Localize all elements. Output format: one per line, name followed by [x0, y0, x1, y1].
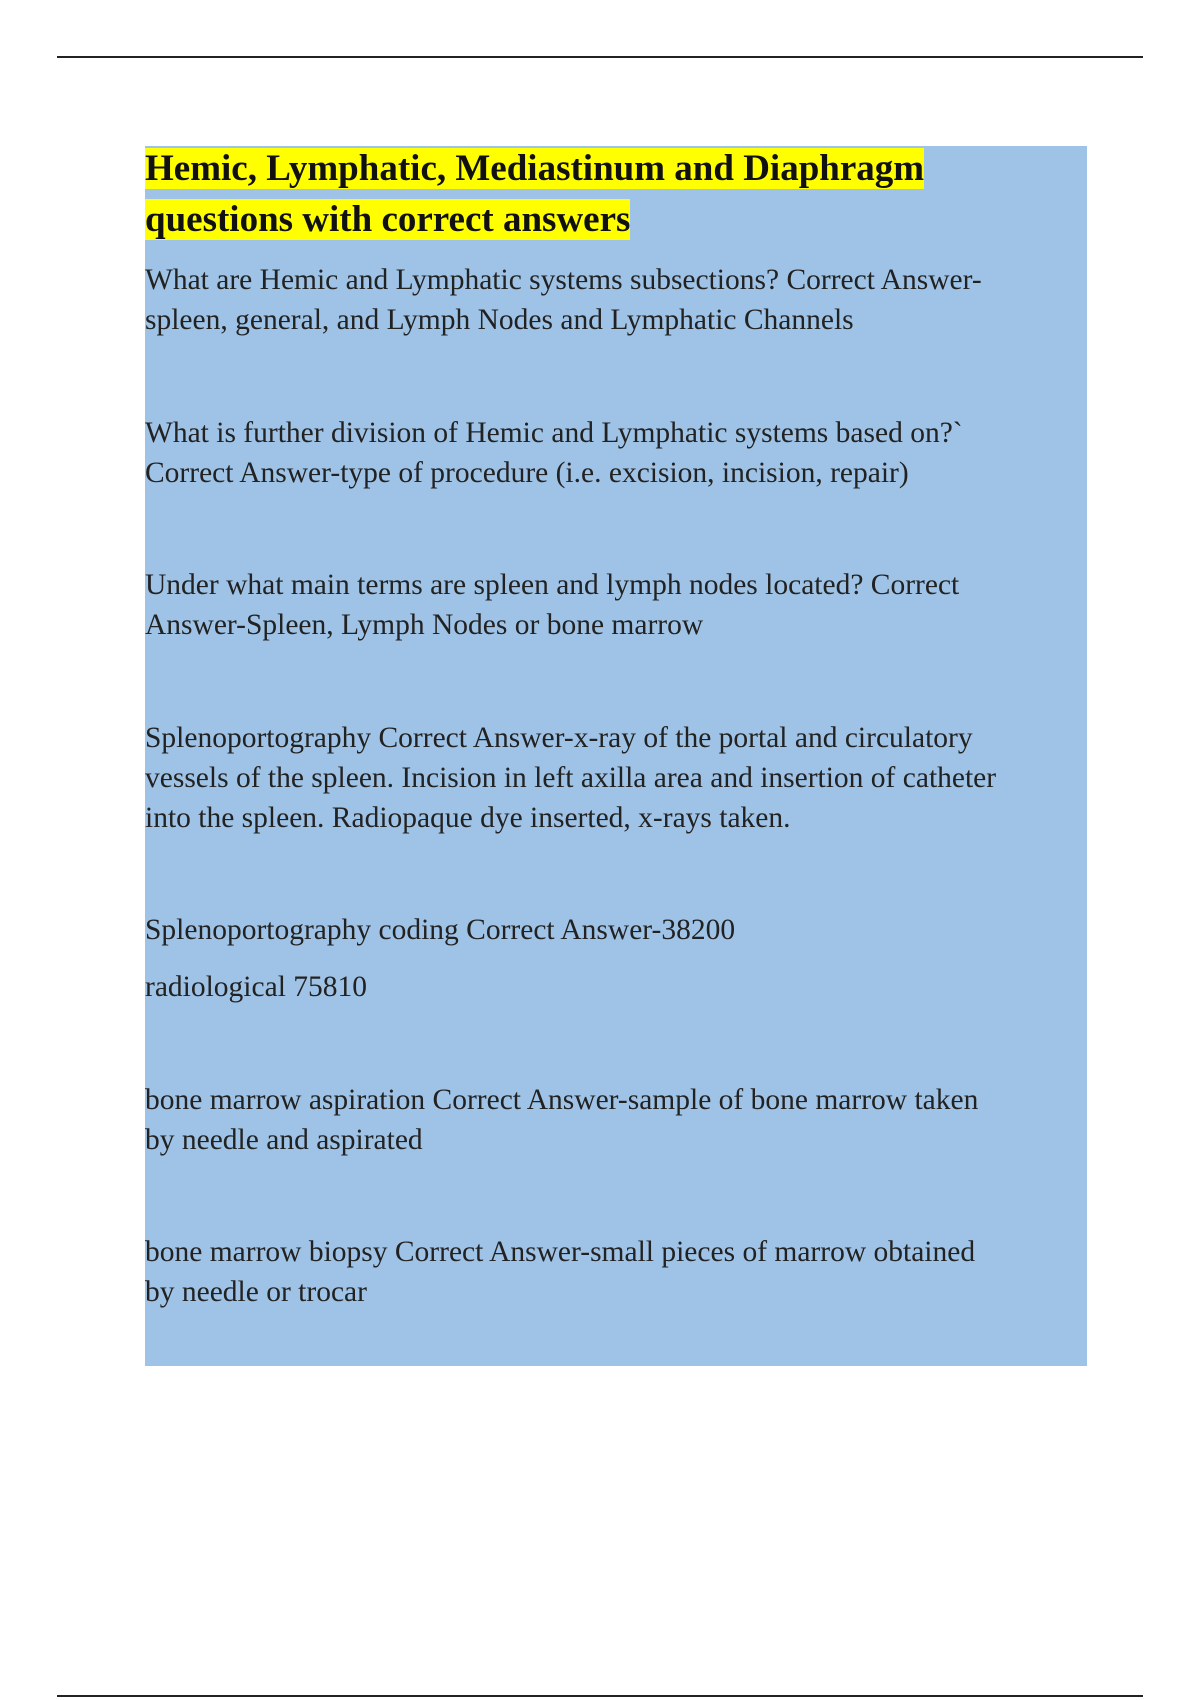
header-rule [57, 56, 1143, 58]
qa-text-line: bone marrow aspiration Correct Answer-sample of bone marrow taken [145, 1084, 979, 1116]
qa-text-line: Splenoportography Correct Answer-x-ray of the portal and circulatory [145, 722, 973, 754]
qa-entry [145, 910, 1085, 950]
qa-text-line: into the spleen. Radiopaque dye inserted, x-rays taken. [145, 802, 791, 834]
qa-text-line: What is further division of Hemic and Lymphatic systems based on?` [145, 417, 963, 449]
qa-entry-continuation [145, 967, 1085, 1007]
qa-entry [145, 718, 1085, 838]
qa-text-line: Splenoportography coding Correct Answer-38200 [145, 914, 736, 946]
qa-text-line: Answer-Spleen, Lymph Nodes or bone marrow [145, 609, 704, 641]
qa-text-line: Under what main terms are spleen and lymph nodes located? Correct [145, 569, 960, 601]
qa-text-line: by needle and aspirated [145, 1124, 423, 1156]
qa-text-line: Correct Answer-type of procedure (i.e. excision, incision, repair) [145, 457, 909, 489]
title-line-2: questions with correct answers [145, 199, 631, 240]
qa-text-line: bone marrow biopsy Correct Answer-small pieces of marrow obtained [145, 1236, 976, 1268]
qa-text-line: What are Hemic and Lymphatic systems subsections? Correct Answer- [145, 264, 982, 296]
qa-entry [145, 1232, 1085, 1312]
document-title [145, 143, 1045, 245]
qa-text-line: vessels of the spleen. Incision in left axilla area and insertion of catheter [145, 762, 997, 794]
qa-entry [145, 565, 1085, 645]
qa-text-line: radiological 75810 [145, 971, 368, 1003]
footer-rule [57, 1695, 1143, 1697]
qa-entry [145, 413, 1085, 493]
qa-text-line: by needle or trocar [145, 1276, 367, 1308]
title-line-1: Hemic, Lymphatic, Mediastinum and Diaphragm [145, 148, 925, 189]
qa-entry [145, 1080, 1085, 1160]
qa-entry [145, 260, 1085, 340]
qa-text-line: spleen, general, and Lymph Nodes and Lymphatic Channels [145, 304, 854, 336]
